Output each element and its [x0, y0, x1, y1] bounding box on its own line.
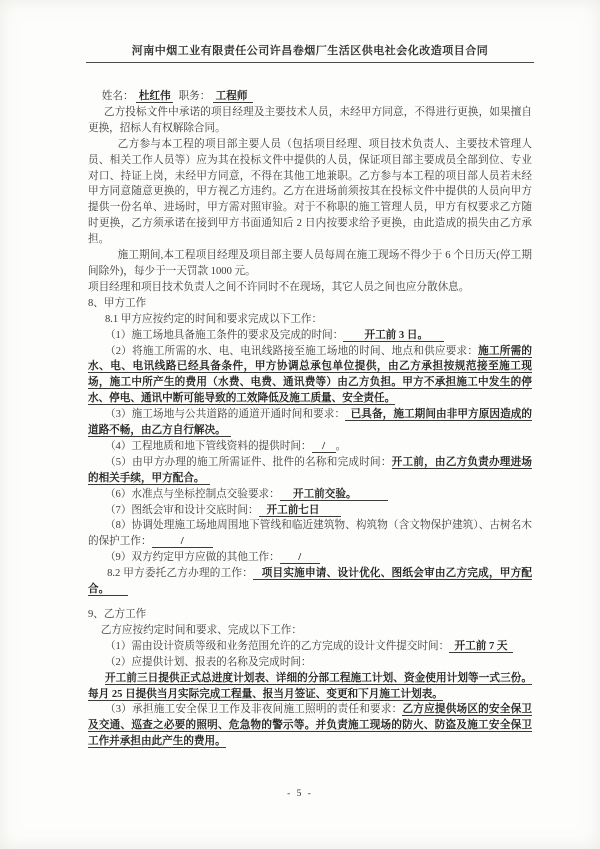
filled-in-value: / — [279, 552, 320, 564]
item-8-1-1 — [88, 328, 532, 344]
filled-in-value: / — [311, 440, 336, 452]
document-header-title: 河南中烟工业有限责任公司许昌卷烟厂生活区供电社会化改造项目合同 — [86, 0, 534, 63]
para-personnel-replacement — [88, 105, 532, 137]
para-9-intro — [88, 623, 532, 639]
filled-in-value: 施工所需的水、电、电讯线路已经具备条件，甲方协调总承包单位提供，由乙方承担按规范接至施工现场，施工中所产生的费用（水费、电费、通讯费等）由乙方负担。甲方不承担施工中发生的停水、停电、通讯中断可能导致的工效降低及施工质量、安全责任。 — [88, 345, 533, 405]
item-8-1-8 — [88, 518, 532, 550]
text-segment: 项目经理和项目技术负责人之间不许同时不在现场，其它人员之间也应分散休息。 — [88, 281, 470, 293]
filled-in-value: 乙方应提供场区的安全保卫及交通、巡查之必要的照明、危急物的警示等。并负责施工现场的防火、防盗及施工安全保卫工作并承担由此产生的费用。 — [88, 704, 533, 748]
text-segment: 乙方参与本工程的项目部主要人员（包括项目经理、项目技术负责人、主要技术管理人员、相关工作人员等）应为其在投标文件中提供的人员，保证项目部主要成员全部到位、专业对口、持证上岗，未经甲方同意，不得在其他工地兼职。乙方参与本工程的项目部人员若未经甲方同意随意更换的，甲方视乙方违约。乙方在进场前须按其在投标文件中提供的人员向甲方提供一份名单、进场时，甲方需对照审验。对于不称职的施工管理人员，甲方有权要求乙方随时更换，乙方须承诺在接到甲方书面通知后 2 日内按要求给予更换，由此造成的损失由乙方承担。 — [88, 138, 532, 246]
item-8-1-7 — [88, 503, 532, 519]
text-segment: （4）工程地质和地下管线资料的提供时间： — [104, 440, 312, 452]
name-title-line — [88, 89, 532, 105]
filled-in-value: 开工前七日 — [258, 504, 341, 516]
text-segment: 职务： — [173, 91, 214, 102]
text-segment: 。 — [335, 440, 347, 452]
text-segment: 8、甲方工作 — [88, 297, 147, 309]
text-segment: 8.1 甲方应按约定的时间和要求完成以下工作： — [104, 313, 323, 325]
para-project-team — [88, 137, 532, 248]
text-segment: 姓名： — [101, 91, 137, 102]
text-segment: （8）协调处理施工场地周围地下管线和临近建筑物、构筑物（含文物保护建筑）、古树名木的保护工作： — [88, 520, 532, 548]
heading-section-8 — [88, 296, 532, 312]
filled-in-value: 开工前，由乙方负责办理进场的相关手续，甲方配合。 — [88, 456, 533, 484]
item-8-1-5 — [88, 455, 532, 487]
text-segment: （2）应提供计划、报表的名称及完成时间： — [104, 656, 312, 668]
item-8-1-4 — [88, 439, 532, 455]
text-segment: 乙方投标文件中承诺的项目经理及主要技术人员，未经甲方同意，不得进行更换，如果擅自更换，招标人有权解除合同。 — [88, 106, 532, 134]
filled-in-value: 项目实施申请、设计优化、图纸会审由乙方完成，甲方配合。 — [88, 568, 532, 596]
text-segment: 8.2 甲方委托乙方办理的工作： — [107, 568, 254, 580]
item-9-2-answer — [88, 671, 532, 703]
para-8-2 — [88, 566, 532, 598]
filled-in-value: 已具备，施工期间由非甲方原因造成的道路不畅，由乙方自行解决。 — [88, 409, 533, 437]
page-number: - 5 - — [287, 789, 313, 799]
item-9-2 — [88, 655, 532, 671]
text-segment: （6）水准点与坐标控制点交验要求： — [104, 488, 280, 500]
heading-section-9 — [88, 607, 532, 623]
text-segment: （5）由甲方办理的施工所需证件、批件的名称和完成时间： — [104, 456, 392, 468]
text-segment: （1）施工场地具备施工条件的要求及完成的时间： — [104, 329, 344, 341]
text-segment: 9、乙方工作 — [88, 609, 147, 620]
para-8-1-intro — [88, 312, 532, 328]
filled-in-value: 开工前 3 日。 — [343, 329, 444, 341]
document-body — [88, 89, 532, 750]
text-segment: 施工期间,本工程项目经理及项目部主要人员每周在施工现场不得少于 6 个日历天(停工期间除外)，每少于一天罚款 1000 元。 — [88, 250, 532, 277]
filled-in-value: 杜红伟 — [136, 91, 174, 102]
text-segment: （1）需由设计资质等级和业务范围允许的乙方完成的设计文件提交时间： — [104, 640, 450, 652]
text-segment: （7）图纸会审和设计交底时间： — [104, 504, 259, 516]
text-segment: （2）将施工所需的水、电、电讯线路接至施工场地的时间、地点和供应要求： — [104, 345, 479, 357]
para-rest-rule — [88, 280, 532, 296]
filled-in-value: 工程师 — [213, 91, 253, 102]
item-9-1 — [88, 639, 532, 655]
item-8-1-3 — [88, 407, 532, 439]
filled-in-value: 开工前交验。 — [279, 488, 389, 500]
item-8-1-9 — [88, 550, 532, 566]
text-segment: （9）双方约定甲方应做的其他工作： — [104, 552, 280, 564]
item-9-3 — [88, 702, 532, 750]
para-site-presence — [88, 248, 532, 280]
text-segment: 乙方应按约定时间和要求、完成以下工作： — [100, 624, 302, 636]
item-8-1-2 — [88, 344, 532, 408]
item-8-1-6 — [88, 487, 532, 503]
filled-in-value: / — [151, 536, 213, 548]
text-segment: （3）施工场地与公共道路的通道开通时间和要求： — [104, 409, 346, 421]
filled-in-value: 开工前三日提供正式总进度计划表、详细的分部工程施工计划、资金使用计划等一式三份。每月 25 日提供当月实际完成工程量、报当月签证、变更和下月施工计划表。 — [88, 672, 532, 700]
text-segment: （3）承担施工安全保卫工作及非夜间施工照明的责任和要求： — [104, 704, 403, 716]
filled-in-value: 开工前 7 天 — [449, 640, 513, 652]
